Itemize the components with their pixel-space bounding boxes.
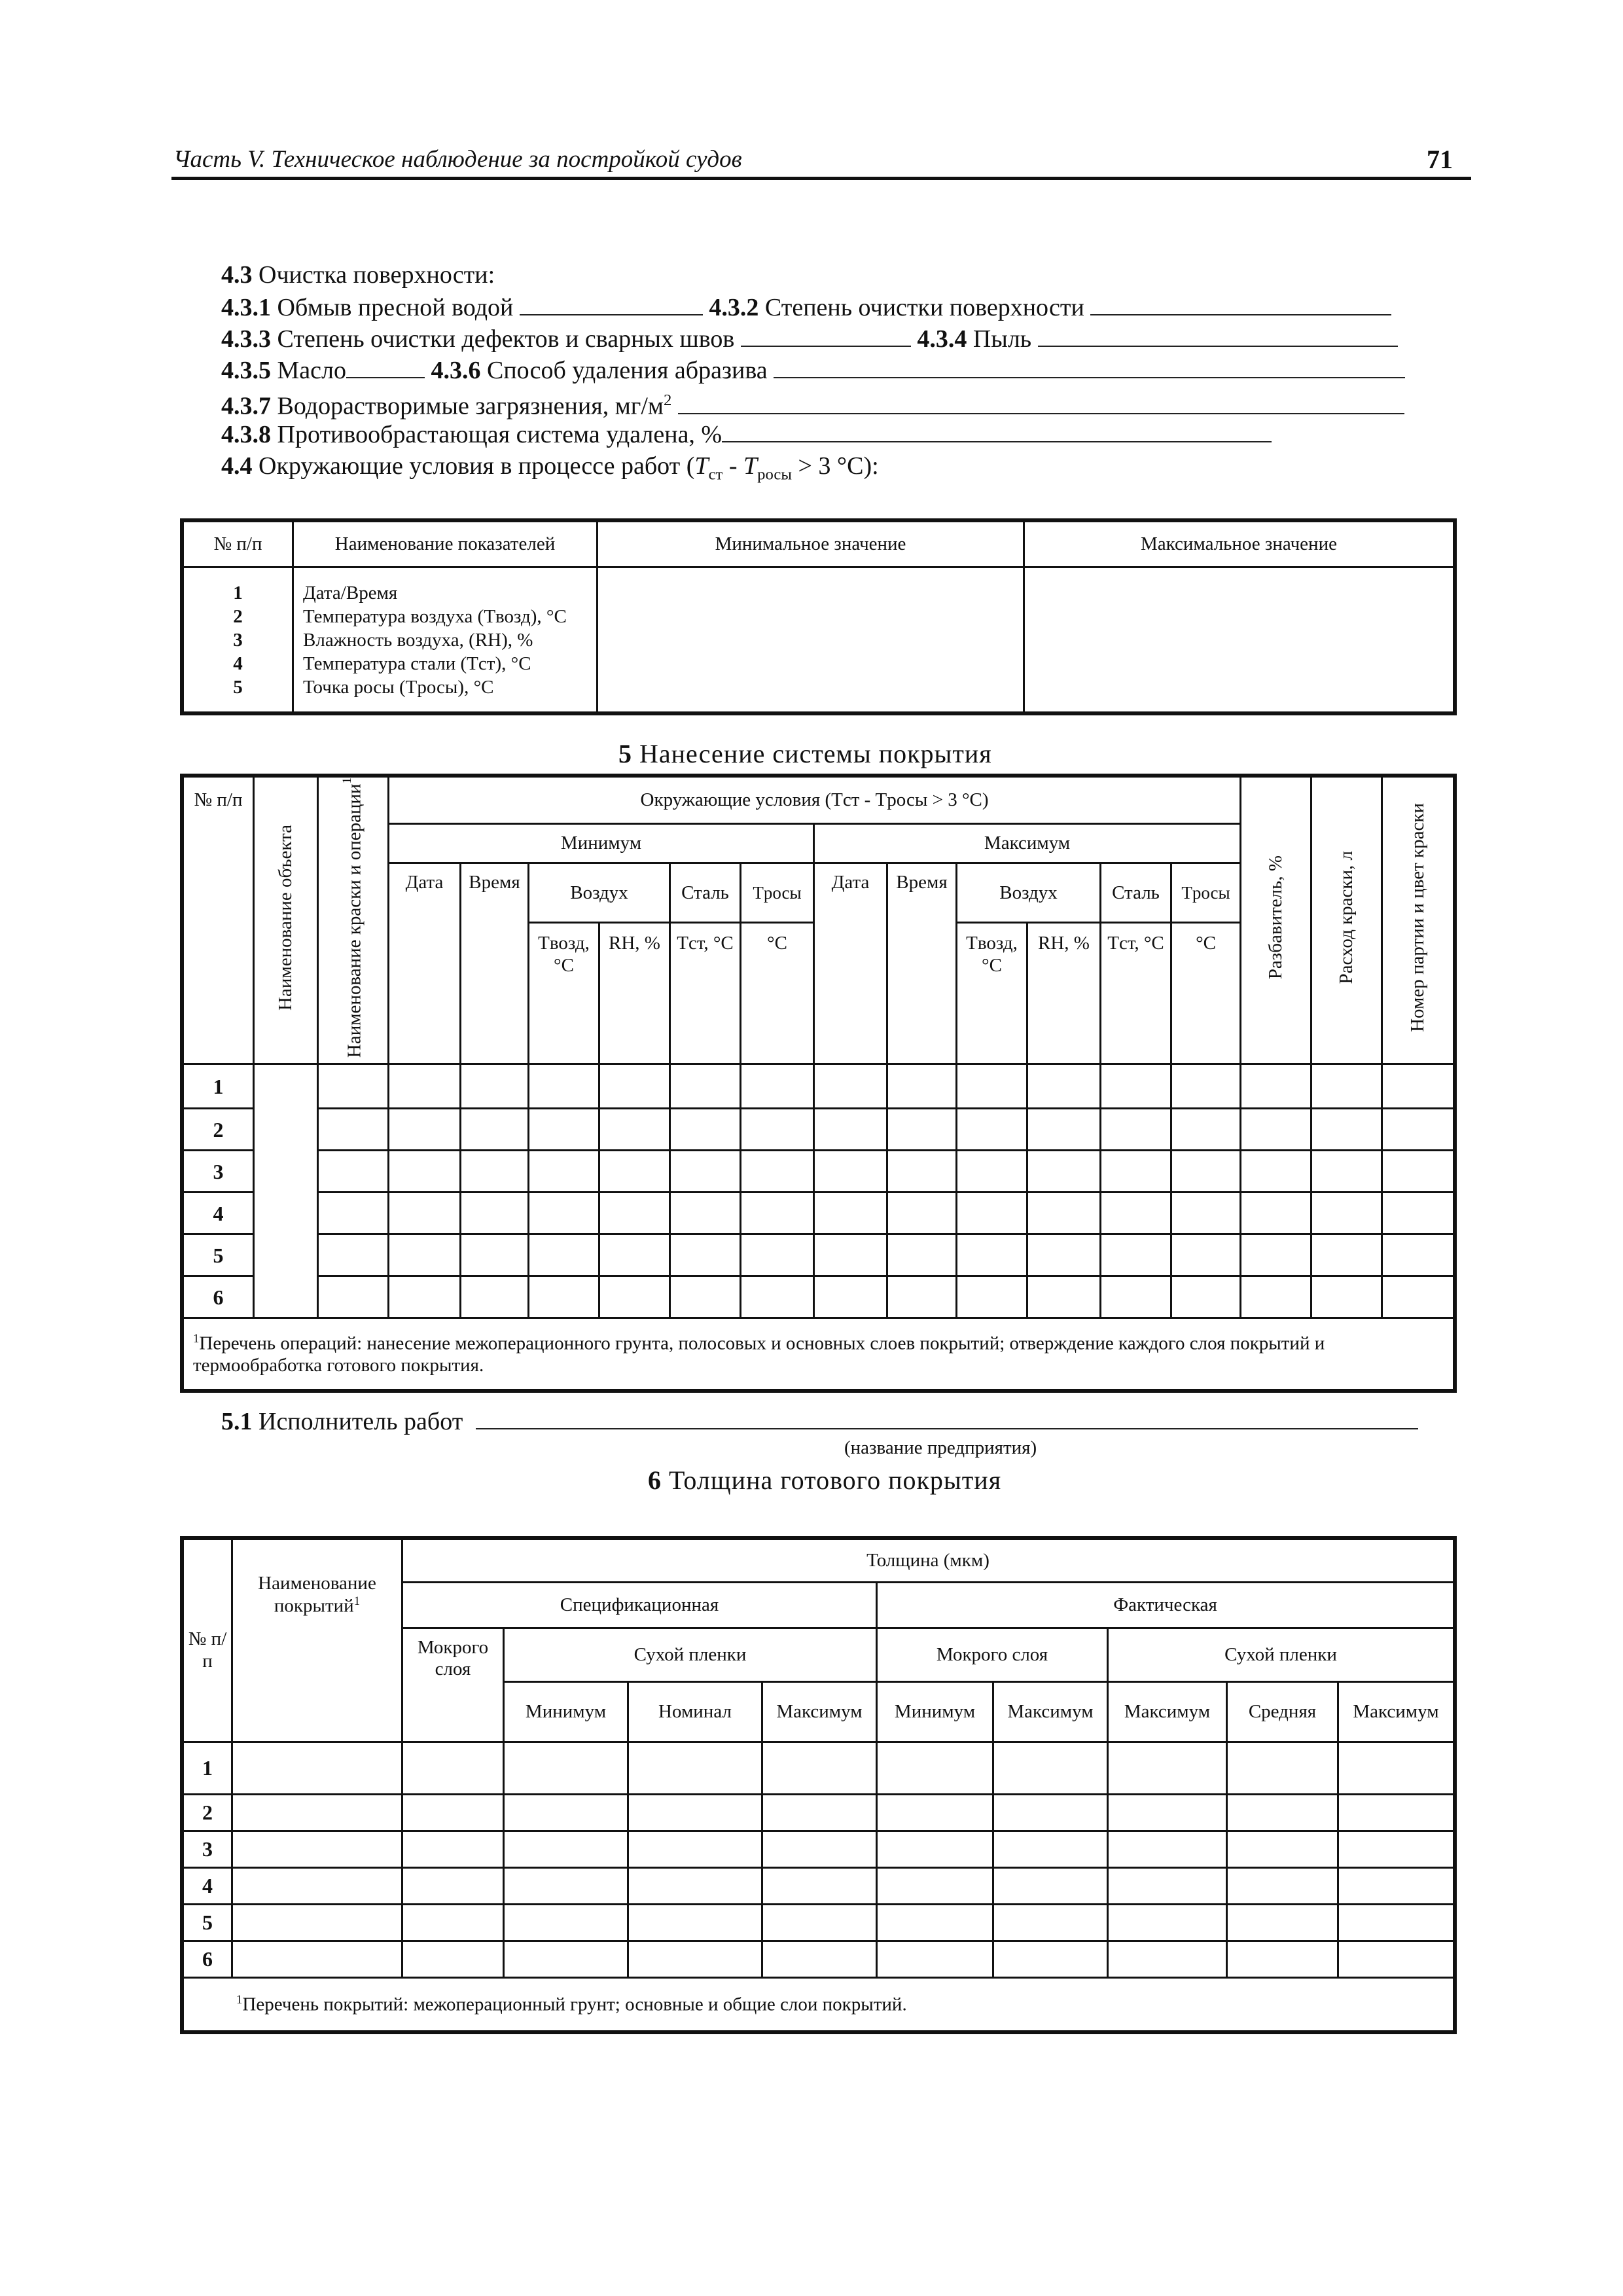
th-max-steel: Сталь	[1101, 863, 1171, 923]
data-cell[interactable]	[1227, 1795, 1338, 1831]
data-cell[interactable]	[599, 1234, 670, 1276]
table-row	[183, 1193, 1454, 1234]
data-cell[interactable]	[628, 1905, 762, 1941]
data-cell[interactable]	[957, 1109, 1027, 1151]
data-cell[interactable]	[1382, 1109, 1454, 1151]
data-cell[interactable]	[504, 1795, 628, 1831]
th-max-value: Максимальное значение	[1024, 522, 1454, 567]
th-fact: Фактическая	[877, 1583, 1454, 1628]
data-cell[interactable]	[504, 1742, 628, 1795]
line-4-3-7: 4.3.7 Водорастворимые загрязнения, $мг/м^2$	[221, 386, 1404, 421]
th-paint-operation: Наименование краски и операции$^1$	[318, 777, 389, 1064]
th-fact-dry-avg: Средняя	[1227, 1682, 1338, 1742]
data-cell[interactable]	[232, 1742, 402, 1795]
th-num: № п/п	[183, 777, 254, 1064]
data-cell[interactable]	[1101, 1193, 1171, 1234]
data-cell[interactable]	[1171, 1064, 1241, 1109]
data-cell[interactable]	[1311, 1151, 1382, 1193]
th-fact-wet-max: Максимум	[993, 1682, 1108, 1742]
data-cell[interactable]	[1338, 1795, 1454, 1831]
data-cell[interactable]	[1338, 1905, 1454, 1941]
row-number: 3	[183, 1151, 254, 1193]
data-cell[interactable]	[1311, 1234, 1382, 1276]
data-cell[interactable]	[1241, 1276, 1311, 1318]
data-cell[interactable]	[1241, 1109, 1311, 1151]
th-object: Наименование объекта	[254, 777, 318, 1064]
data-cell[interactable]	[1171, 1151, 1241, 1193]
data-cell[interactable]	[814, 1193, 887, 1234]
line-4-3-3: 4.3.3 Степень очистки дефектов и сварных швов 4.3.4 Пыль	[221, 323, 1398, 353]
row-number: 5	[183, 1905, 232, 1941]
field-4-3-5[interactable]	[346, 355, 425, 378]
data-cell[interactable]	[1027, 1109, 1101, 1151]
data-cell[interactable]	[1027, 1151, 1101, 1193]
row-number: 6	[183, 1941, 232, 1978]
data-cell[interactable]	[1227, 1831, 1338, 1868]
line-4-4: 4.4 Окружающие условия в процессе работ ($T_{ст} - T_{росы} > 3$ °С):	[221, 452, 879, 484]
data-cell[interactable]	[887, 1234, 957, 1276]
th-max-time: Время	[887, 863, 957, 1064]
data-cell[interactable]	[461, 1234, 529, 1276]
table-row	[183, 1151, 1454, 1193]
data-cell[interactable]	[814, 1151, 887, 1193]
data-cell[interactable]	[762, 1868, 877, 1905]
row-number: 1	[183, 1064, 254, 1109]
th-environment: Окружающие условия (Tст - Tросы > 3 °С)	[389, 777, 1241, 824]
th-spec-dry-nom: Номинал	[628, 1682, 762, 1742]
th-max-dew: Tросы	[1171, 863, 1241, 923]
data-cell[interactable]	[529, 1234, 599, 1276]
data-cell[interactable]	[814, 1109, 887, 1151]
data-cell[interactable]	[1171, 1276, 1241, 1318]
th-maximum: Максимум	[814, 824, 1241, 863]
data-cell[interactable]	[814, 1064, 887, 1109]
th-max-air: Воздух	[957, 863, 1101, 923]
data-cell[interactable]	[887, 1193, 957, 1234]
data-cell[interactable]	[1108, 1831, 1227, 1868]
data-cell[interactable]	[1382, 1234, 1454, 1276]
row-number: 5	[183, 1234, 254, 1276]
th-thickness: Толщина (мкм)	[402, 1539, 1454, 1583]
table-row	[183, 1742, 1454, 1795]
data-cell[interactable]	[232, 1905, 402, 1941]
th-max-t-st: Tст, °С	[1101, 923, 1171, 1064]
data-cell[interactable]	[628, 1831, 762, 1868]
data-cell[interactable]	[1171, 1109, 1241, 1151]
data-cell[interactable]	[957, 1151, 1027, 1193]
data-cell[interactable]	[389, 1234, 461, 1276]
data-cell[interactable]	[877, 1941, 993, 1978]
data-cell[interactable]	[389, 1109, 461, 1151]
data-cell[interactable]	[1027, 1193, 1101, 1234]
data-cell[interactable]	[402, 1905, 504, 1941]
table-row	[183, 1234, 1454, 1276]
data-cell[interactable]	[1101, 1276, 1171, 1318]
data-cell[interactable]	[877, 1868, 993, 1905]
data-cell[interactable]	[232, 1795, 402, 1831]
table-6-footnote: $^1$Перечень покрытий: межоперационный грунт; основные и общие слои покрытий.	[183, 1978, 1454, 2032]
data-cell[interactable]	[762, 1831, 877, 1868]
section-4-3-title: 4.3 Очистка поверхности:	[221, 261, 495, 289]
max-value-cell[interactable]	[1024, 567, 1454, 713]
th-max-dew-deg: °С	[1171, 923, 1241, 1064]
data-cell[interactable]	[1227, 1941, 1338, 1978]
data-cell[interactable]	[1108, 1941, 1227, 1978]
data-cell[interactable]	[599, 1064, 670, 1109]
data-cell[interactable]	[232, 1941, 402, 1978]
th-min-air: Воздух	[529, 863, 670, 923]
data-cell[interactable]	[1382, 1276, 1454, 1318]
row-number: 4	[183, 1193, 254, 1234]
data-cell[interactable]	[670, 1193, 741, 1234]
th-spec: Спецификационная	[402, 1583, 877, 1628]
th-min-date: Дата	[389, 863, 461, 1064]
data-cell[interactable]	[1241, 1151, 1311, 1193]
data-cell[interactable]	[1311, 1276, 1382, 1318]
th-fact-dry-max2: Максимум	[1338, 1682, 1454, 1742]
table-row	[183, 1276, 1454, 1318]
data-cell[interactable]	[504, 1831, 628, 1868]
data-cell[interactable]	[1311, 1193, 1382, 1234]
data-cell[interactable]	[993, 1742, 1108, 1795]
data-cell[interactable]	[599, 1193, 670, 1234]
data-cell[interactable]	[670, 1151, 741, 1193]
data-cell[interactable]	[461, 1151, 529, 1193]
running-header-title: Часть V. Техническое наблюдение за постройкой судов	[173, 146, 742, 173]
table-6	[182, 1538, 1455, 2032]
table-5	[182, 776, 1455, 1391]
table-row	[183, 1795, 1454, 1831]
th-spec-dry-min: Минимум	[504, 1682, 628, 1742]
th-min-dew-deg: °С	[741, 923, 814, 1064]
data-cell[interactable]	[1382, 1064, 1454, 1109]
data-cell[interactable]	[957, 1064, 1027, 1109]
field-4-3-6[interactable]	[774, 355, 1405, 378]
data-cell[interactable]	[318, 1276, 389, 1318]
data-cell[interactable]	[599, 1109, 670, 1151]
data-cell[interactable]	[993, 1868, 1108, 1905]
data-cell[interactable]	[957, 1276, 1027, 1318]
th-fact-wet-min: Минимум	[877, 1682, 993, 1742]
data-cell[interactable]	[628, 1742, 762, 1795]
data-cell[interactable]	[762, 1941, 877, 1978]
table-row	[183, 1831, 1454, 1868]
th-min-rh: RH, %	[599, 923, 670, 1064]
row-number: 6	[183, 1276, 254, 1318]
data-cell[interactable]	[993, 1941, 1108, 1978]
data-cell[interactable]	[1101, 1151, 1171, 1193]
data-cell[interactable]	[402, 1868, 504, 1905]
th-fact-wet: Мокрого слоя	[877, 1628, 1108, 1682]
data-cell[interactable]	[232, 1868, 402, 1905]
data-cell[interactable]	[1101, 1064, 1171, 1109]
min-value-cell[interactable]	[597, 567, 1024, 713]
data-cell[interactable]	[993, 1905, 1108, 1941]
data-cell[interactable]	[599, 1151, 670, 1193]
th-minimum: Минимум	[389, 824, 814, 863]
line-4-3-8: 4.3.8 Противообрастающая система удалена, %	[221, 419, 1272, 449]
data-cell[interactable]	[628, 1868, 762, 1905]
contractor-caption: (название предприятия)	[844, 1437, 1037, 1458]
th-max-t-air: Tвозд, °С	[957, 923, 1027, 1064]
object-cell[interactable]	[254, 1064, 318, 1318]
data-cell[interactable]	[762, 1742, 877, 1795]
th-min-t-st: Tст, °С	[670, 923, 741, 1064]
th-batch-color: Номер партии и цвет краски	[1382, 777, 1454, 1064]
data-cell[interactable]	[628, 1795, 762, 1831]
data-cell[interactable]	[1027, 1276, 1101, 1318]
table-row	[183, 1941, 1454, 1978]
data-cell[interactable]	[529, 1064, 599, 1109]
data-cell[interactable]	[402, 1742, 504, 1795]
th-fact-dry: Сухой пленки	[1108, 1628, 1454, 1682]
line-4-3-1: 4.3.1 Обмыв пресной водой 4.3.2 Степень очистки поверхности	[221, 292, 1391, 322]
data-cell[interactable]	[402, 1831, 504, 1868]
row-number: 3	[183, 1831, 232, 1868]
data-cell[interactable]	[1027, 1234, 1101, 1276]
th-min-t-air: Tвозд, °С	[529, 923, 599, 1064]
row-number: 2	[183, 1795, 232, 1831]
data-cell[interactable]	[461, 1276, 529, 1318]
data-cell[interactable]	[741, 1193, 814, 1234]
table-4-4	[182, 520, 1455, 713]
data-cell[interactable]	[877, 1831, 993, 1868]
data-cell[interactable]	[887, 1276, 957, 1318]
data-cell[interactable]	[1241, 1064, 1311, 1109]
data-cell[interactable]	[1108, 1868, 1227, 1905]
data-cell[interactable]	[529, 1276, 599, 1318]
th-min-time: Время	[461, 863, 529, 1064]
data-cell[interactable]	[1171, 1193, 1241, 1234]
th-fact-dry-max1: Максимум	[1108, 1682, 1227, 1742]
th-num: № п/п	[183, 522, 293, 567]
th-spec-dry-max: Максимум	[762, 1682, 877, 1742]
table-row	[183, 1109, 1454, 1151]
data-cell[interactable]	[232, 1831, 402, 1868]
field-4-3-3[interactable]	[741, 323, 911, 347]
th-min-dew: Tросы	[741, 863, 814, 923]
table-row	[183, 1064, 1454, 1109]
data-cell[interactable]	[318, 1151, 389, 1193]
data-cell[interactable]	[741, 1064, 814, 1109]
data-cell[interactable]	[887, 1109, 957, 1151]
data-cell[interactable]	[762, 1905, 877, 1941]
data-cell[interactable]	[1311, 1064, 1382, 1109]
field-4-3-4[interactable]	[1038, 323, 1398, 347]
data-cell[interactable]	[1338, 1941, 1454, 1978]
data-cell[interactable]	[529, 1109, 599, 1151]
data-cell[interactable]	[389, 1151, 461, 1193]
data-cell[interactable]	[887, 1151, 957, 1193]
table-5-footnote: $^1$Перечень операций: нанесение межоперационного грунта, полосовых и основных слоев покрытий; отверждение каждого слоя покрытий и термообработка готового покрытия.	[183, 1318, 1454, 1390]
data-cell[interactable]	[877, 1905, 993, 1941]
data-cell[interactable]	[877, 1742, 993, 1795]
th-spec-dry: Сухой пленки	[504, 1628, 877, 1682]
field-4-3-1[interactable]	[520, 292, 703, 315]
page-number: 71	[1427, 145, 1453, 174]
data-cell[interactable]	[504, 1868, 628, 1905]
data-cell[interactable]	[1108, 1905, 1227, 1941]
data-cell[interactable]	[670, 1234, 741, 1276]
data-cell[interactable]	[670, 1109, 741, 1151]
data-cell[interactable]	[389, 1193, 461, 1234]
th-thinner: Разбавитель, %	[1241, 777, 1311, 1064]
data-cell[interactable]	[1241, 1234, 1311, 1276]
field-contractor[interactable]	[476, 1406, 1418, 1429]
data-cell[interactable]	[1027, 1064, 1101, 1109]
data-cell[interactable]	[402, 1795, 504, 1831]
data-cell[interactable]	[1171, 1234, 1241, 1276]
data-cell[interactable]	[461, 1109, 529, 1151]
field-4-3-7[interactable]	[678, 391, 1404, 414]
data-cell[interactable]	[957, 1234, 1027, 1276]
row-number: 1	[183, 1742, 232, 1795]
th-min-steel: Сталь	[670, 863, 741, 923]
data-cell[interactable]	[1101, 1109, 1171, 1151]
data-cell[interactable]	[1108, 1742, 1227, 1795]
data-cell[interactable]	[1338, 1742, 1454, 1795]
line-4-3-5: 4.3.5 Масло 4.3.6 Способ удаления абразива	[221, 355, 1405, 385]
data-cell[interactable]	[741, 1276, 814, 1318]
data-cell[interactable]	[599, 1276, 670, 1318]
section-6-title: 6 Толщина готового покрытия	[648, 1465, 1002, 1495]
data-cell[interactable]	[1382, 1151, 1454, 1193]
data-cell[interactable]	[318, 1193, 389, 1234]
th-max-rh: RH, %	[1027, 923, 1101, 1064]
data-cell[interactable]	[814, 1234, 887, 1276]
th-max-date: Дата	[814, 863, 887, 1064]
data-cell[interactable]	[1382, 1193, 1454, 1234]
data-cell[interactable]	[957, 1193, 1027, 1234]
data-cell[interactable]	[1227, 1742, 1338, 1795]
table-row	[183, 1868, 1454, 1905]
data-cell[interactable]	[877, 1795, 993, 1831]
th-num: № п/п	[183, 1539, 232, 1742]
data-cell[interactable]	[389, 1064, 461, 1109]
data-cell[interactable]	[318, 1234, 389, 1276]
data-cell[interactable]	[389, 1276, 461, 1318]
th-coating-name: Наименование покрытий$^1$	[232, 1539, 402, 1742]
data-cell[interactable]	[1227, 1905, 1338, 1941]
data-cell[interactable]	[402, 1941, 504, 1978]
data-cell[interactable]	[1108, 1795, 1227, 1831]
data-cell[interactable]	[504, 1905, 628, 1941]
data-cell[interactable]	[741, 1109, 814, 1151]
row-number: 4	[183, 1868, 232, 1905]
section-5-title: 5 Нанесение системы покрытия	[618, 739, 992, 768]
th-spec-wet: Мокрого слоя	[402, 1628, 504, 1742]
data-cell[interactable]	[1338, 1868, 1454, 1905]
data-cell[interactable]	[529, 1151, 599, 1193]
line-5-1: 5.1 Исполнитель работ	[221, 1406, 1418, 1436]
data-cell[interactable]	[814, 1276, 887, 1318]
th-min-value: Минимальное значение	[597, 522, 1024, 567]
th-consumption: Расход краски, л	[1311, 777, 1382, 1064]
indicator-list: Дата/Время Температура воздуха (Tвозд), °С Влажность воздуха, (RH), % Температура стали (Tст), °С Точка росы (Tросы), °С	[293, 567, 597, 713]
data-cell[interactable]	[670, 1064, 741, 1109]
data-cell[interactable]	[1241, 1193, 1311, 1234]
field-4-3-8[interactable]	[722, 419, 1272, 442]
row-number: 2	[183, 1109, 254, 1151]
table-row	[183, 1905, 1454, 1941]
data-cell[interactable]	[670, 1276, 741, 1318]
th-indicator: Наименование показателей	[293, 522, 597, 567]
data-cell[interactable]	[461, 1064, 529, 1109]
data-cell[interactable]	[887, 1064, 957, 1109]
data-cell[interactable]	[628, 1941, 762, 1978]
data-cell[interactable]	[318, 1064, 389, 1109]
row-numbers: 1 2 3 4 5	[183, 567, 293, 713]
data-cell[interactable]	[1311, 1109, 1382, 1151]
data-cell[interactable]	[762, 1795, 877, 1831]
data-cell[interactable]	[741, 1234, 814, 1276]
data-cell[interactable]	[461, 1193, 529, 1234]
data-cell[interactable]	[741, 1151, 814, 1193]
header-rule	[171, 177, 1471, 180]
field-4-3-2[interactable]	[1090, 292, 1391, 315]
data-cell[interactable]	[1101, 1234, 1171, 1276]
data-cell[interactable]	[1227, 1868, 1338, 1905]
data-cell[interactable]	[529, 1193, 599, 1234]
data-cell[interactable]	[1338, 1831, 1454, 1868]
data-cell[interactable]	[318, 1109, 389, 1151]
data-cell[interactable]	[993, 1831, 1108, 1868]
data-cell[interactable]	[993, 1795, 1108, 1831]
data-cell[interactable]	[504, 1941, 628, 1978]
